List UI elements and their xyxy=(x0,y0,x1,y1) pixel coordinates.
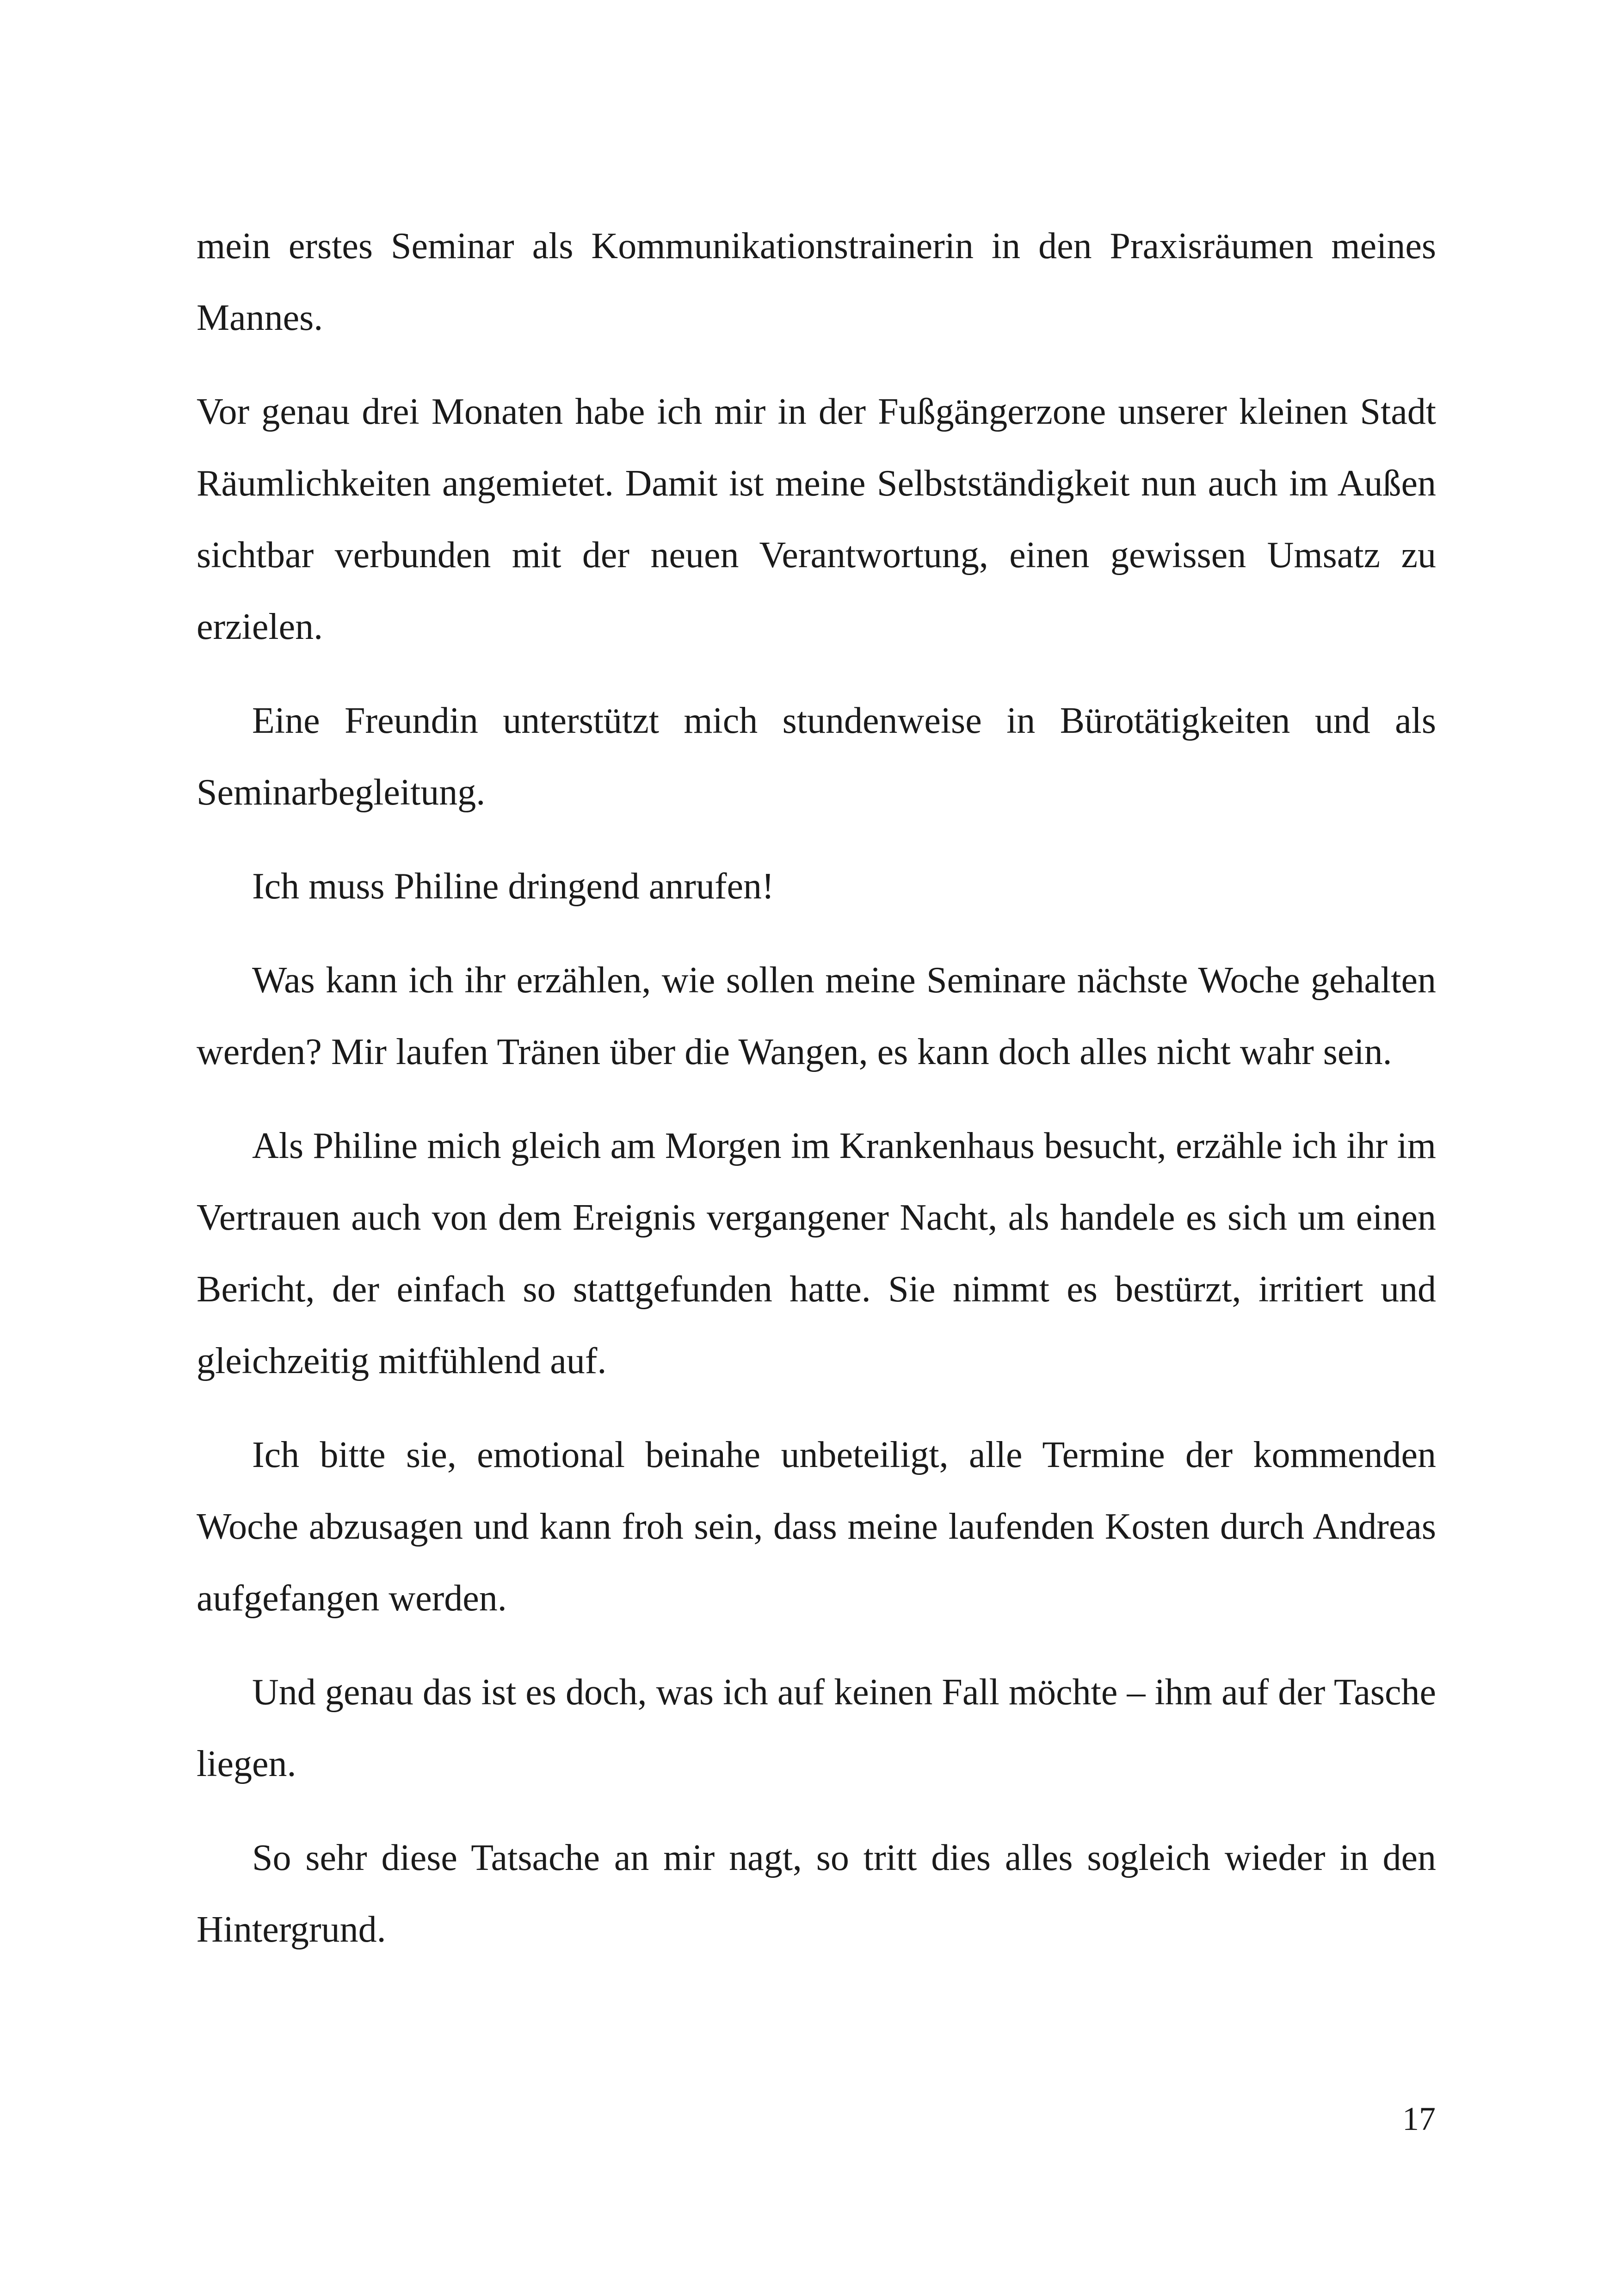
paragraph: Ich muss Philine dringend anrufen! xyxy=(252,866,774,907)
paragraph: Vor genau drei Monaten habe ich mir in der Fußgängerzone unserer kleinen Stadt Räumlichkeiten angemietet. Damit ist meine Selbstständigkeit nun auch im Außen sichtbar verbunden mit der neuen Verantwortung, einen gewissen Umsatz zu erzielen. xyxy=(197,391,1436,647)
paragraph: Eine Freundin unterstützt mich stundenweise in Bürotätigkeiten und als Seminarbegleitung. xyxy=(197,700,1436,813)
paragraph: So sehr diese Tatsache an mir nagt, so tritt dies alles sogleich wieder in den Hintergrund. xyxy=(197,1838,1436,1950)
paragraph: Als Philine mich gleich am Morgen im Krankenhaus besucht, erzähle ich ihr im Vertrauen auch von dem Ereignis vergangener Nacht, als handele es sich um einen Bericht, der einfach so stattgefunden hatte. Sie nimmt es bestürzt, irritiert und gleichzeitig mitfühlend auf. xyxy=(197,1126,1436,1381)
paragraph: mein erstes Seminar als Kommunikationstrainerin in den Praxisräumen meines Mannes. xyxy=(197,226,1436,338)
body-text xyxy=(197,210,1436,1988)
paragraph: Ich bitte sie, emotional beinahe unbeteiligt, alle Termine der kommenden Woche abzusagen und kann froh sein, dass meine laufenden Kosten durch Andreas aufgefangen werden. xyxy=(197,1435,1436,1619)
page-number: 17 xyxy=(1402,2100,1436,2137)
paragraph: Und genau das ist es doch, was ich auf keinen Fall möchte – ihm auf der Tasche liegen. xyxy=(197,1672,1436,1784)
paragraph: Was kann ich ihr erzählen, wie sollen meine Seminare nächste Woche gehalten werden? Mir laufen Tränen über die Wangen, es kann doch alles nicht wahr sein. xyxy=(197,960,1436,1072)
